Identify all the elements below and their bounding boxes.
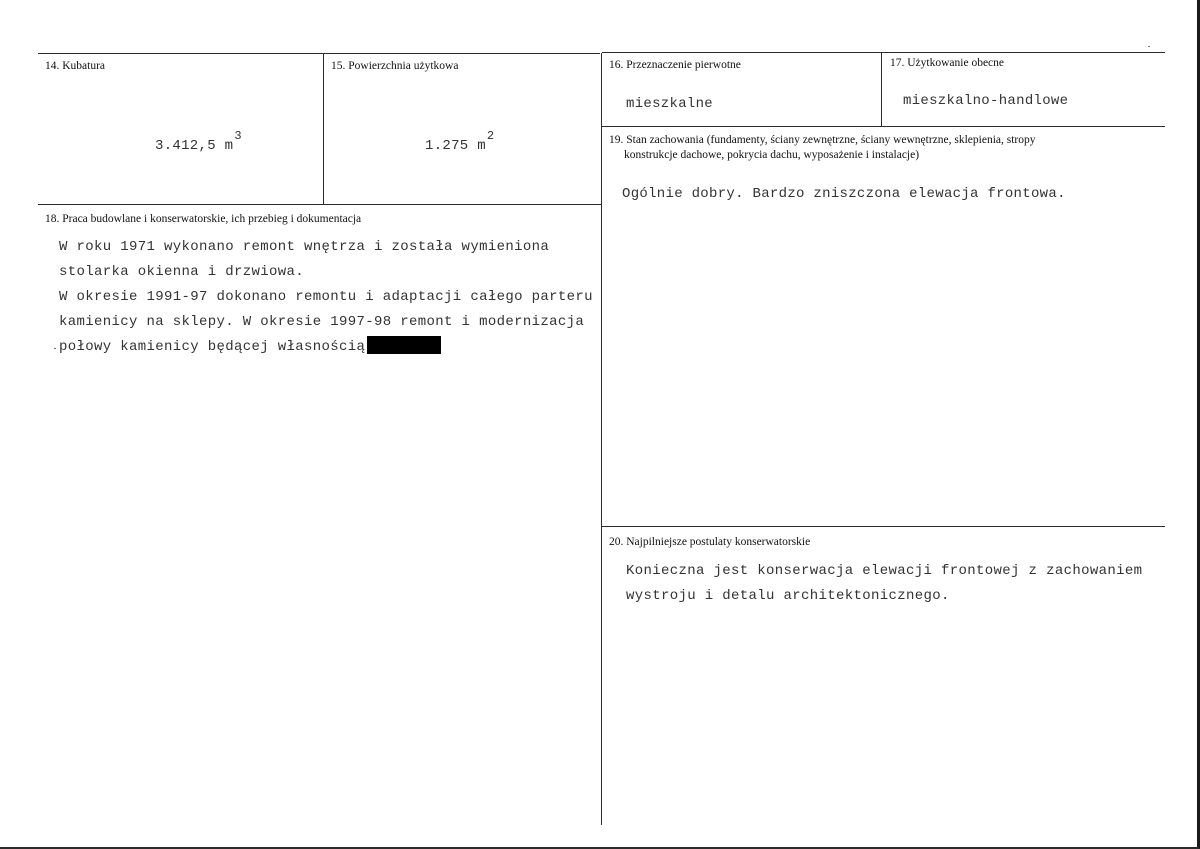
- field-15-label: 15. Powierzchnia użytkowa: [331, 60, 459, 72]
- top-rule-right: [602, 52, 1165, 53]
- main-vertical-divider: [601, 53, 602, 825]
- field-20-text: [626, 559, 1142, 609]
- redaction-bar: [367, 336, 441, 354]
- divider-16-17: [881, 52, 882, 126]
- field-19-label-line2: konstrukcje dachowe, pokrycia dachu, wyposażenie i instalacje): [624, 149, 920, 161]
- field-15-exponent: 2: [486, 129, 495, 143]
- field-20-label: 20. Najpilniejsze postulaty konserwatorskie: [609, 536, 811, 548]
- field-14-number: 3.412,5 m: [155, 138, 234, 154]
- field-19-label-line1: 19. Stan zachowania (fundamenty, ściany zewnętrzne, ściany wewnętrzne, sklepienia, stropy: [609, 134, 1036, 146]
- field-18-line-5: połowy kamienicy będącej własnością: [59, 339, 366, 355]
- rule-below-14-15: [38, 204, 601, 205]
- field-16-value: mieszkalne: [626, 96, 714, 112]
- field-20-line-1: Konieczna jest konserwacja elewacji frontowej z zachowaniem: [626, 563, 1143, 579]
- field-17-label: 17. Użytkowanie obecne: [890, 57, 1005, 69]
- field-18-line-4: kamienicy na sklepy. W okresie 1997-98 remont i modernizacja: [59, 314, 585, 330]
- scan-speck: [54, 348, 56, 349]
- top-rule-left: [38, 53, 600, 54]
- rule-above-20: [602, 526, 1165, 527]
- field-20-line-2: wystroju i detalu architektonicznego.: [626, 588, 950, 604]
- field-19-value: Ogólnie dobry. Bardzo zniszczona elewacja frontowa.: [622, 186, 1066, 202]
- field-18-line-2: stolarka okienna i drzwiowa.: [59, 264, 305, 280]
- field-15-value: [425, 129, 495, 154]
- field-14-value: [155, 129, 242, 154]
- field-17-value: mieszkalno-handlowe: [903, 93, 1069, 109]
- field-15-number: 1.275 m: [425, 138, 486, 154]
- rule-below-16-17: [602, 126, 1165, 127]
- field-18-line-3: W okresie 1991-97 dokonano remontu i adaptacji całego parteru: [59, 289, 593, 305]
- field-16-label: 16. Przeznaczenie pierwotne: [609, 59, 741, 71]
- field-14-label: 14. Kubatura: [45, 60, 106, 72]
- field-18-label: 18. Praca budowlane i konserwatorskie, ich przebieg i dokumentacja: [45, 213, 362, 225]
- field-18-line-5-wrap: [59, 335, 593, 360]
- field-18-line-1: W roku 1971 wykonano remont wnętrza i została wymieniona: [59, 239, 550, 255]
- field-18-text: [59, 235, 593, 360]
- divider-14-15: [323, 54, 324, 204]
- scan-speck: [1148, 46, 1150, 47]
- field-14-exponent: 3: [234, 129, 242, 143]
